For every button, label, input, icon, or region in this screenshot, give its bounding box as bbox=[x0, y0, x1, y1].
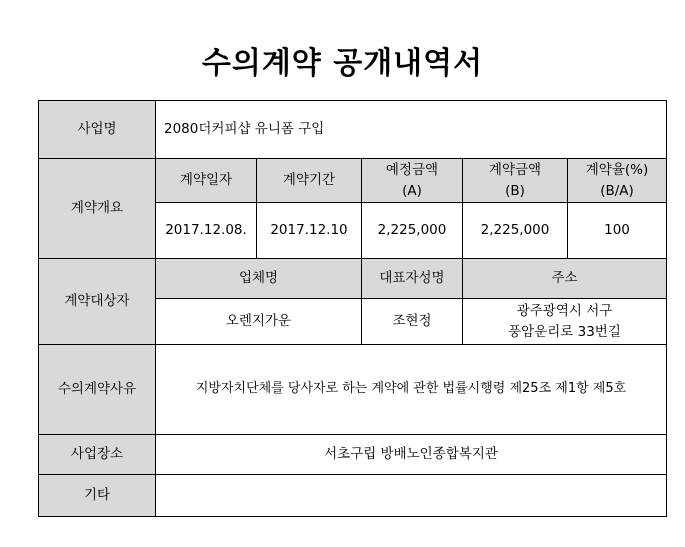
document-title: 수의계약 공개내역서 bbox=[201, 46, 484, 81]
estimated-amount-header: 예정금액 (A) bbox=[362, 159, 463, 203]
location-value: 서초구립 방배노인종합복지관 bbox=[156, 435, 667, 475]
counterparty-label: 계약대상자 bbox=[39, 259, 156, 345]
contract-disclosure-table bbox=[38, 100, 667, 517]
contract-date-header: 계약일자 bbox=[156, 159, 257, 203]
contract-period-header: 계약기간 bbox=[257, 159, 362, 203]
reason-label: 수의계약사유 bbox=[39, 345, 156, 435]
contract-date-value: 2017.12.08. bbox=[156, 203, 257, 259]
company-name-header: 업체명 bbox=[156, 259, 362, 299]
contract-amount-header: 계약금액 (B) bbox=[463, 159, 568, 203]
reason-value: 지방자치단체를 당사자로 하는 계약에 관한 법률시행령 제25조 제1항 제5호 bbox=[156, 345, 667, 435]
project-name-value: 2080더커피샵 유니폼 구입 bbox=[156, 101, 667, 159]
address-value: 광주광역시 서구 풍암운리로 33번길 bbox=[463, 299, 667, 345]
project-name-label: 사업명 bbox=[39, 101, 156, 159]
contract-rate-value: 100 bbox=[568, 203, 667, 259]
estimated-amount-value: 2,225,000 bbox=[362, 203, 463, 259]
contract-rate-header: 계약율(%) (B/A) bbox=[568, 159, 667, 203]
location-label: 사업장소 bbox=[39, 435, 156, 475]
contract-amount-value: 2,225,000 bbox=[463, 203, 568, 259]
company-name-value: 오렌지가운 bbox=[156, 299, 362, 345]
other-value bbox=[156, 475, 667, 517]
representative-header: 대표자성명 bbox=[362, 259, 463, 299]
other-label: 기타 bbox=[39, 475, 156, 517]
contract-period-value: 2017.12.10 bbox=[257, 203, 362, 259]
representative-value: 조현정 bbox=[362, 299, 463, 345]
address-header: 주소 bbox=[463, 259, 667, 299]
contract-overview-label: 계약개요 bbox=[39, 159, 156, 259]
